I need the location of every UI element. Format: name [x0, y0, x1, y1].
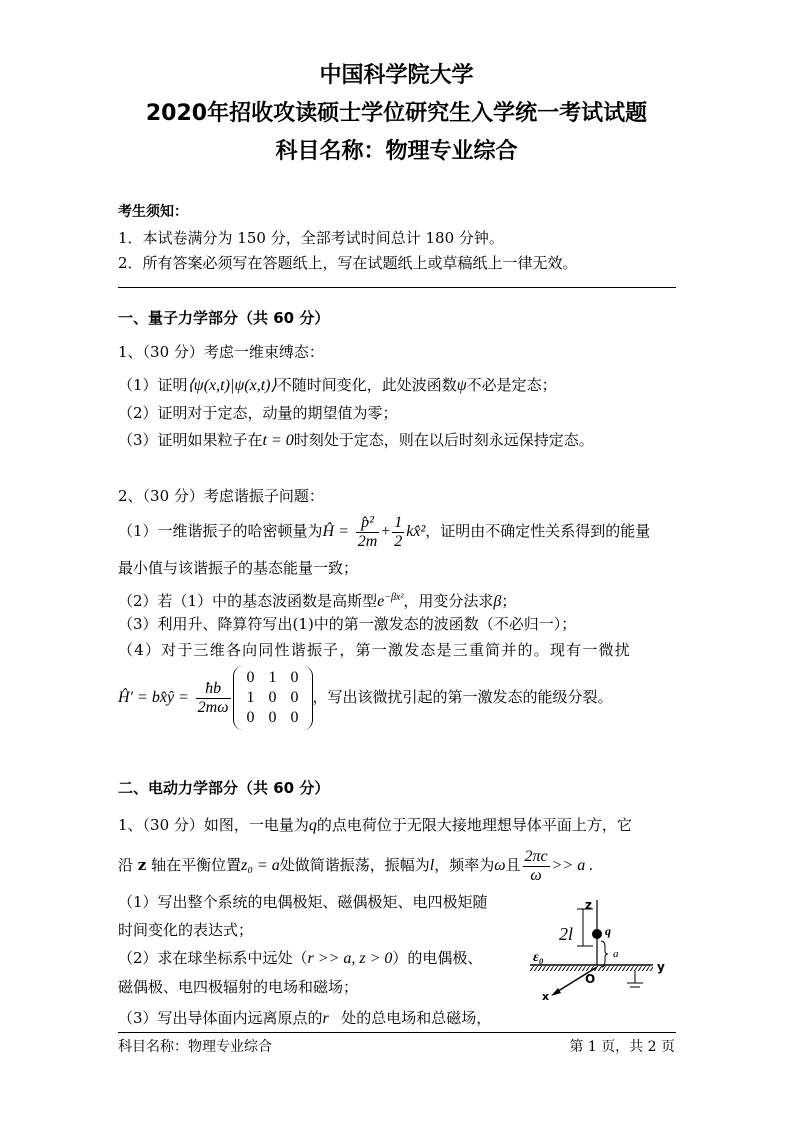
math: Ĥ′ = bx̂ŷ = [118, 689, 189, 706]
numerator: ħb [196, 680, 231, 699]
cell: 0 [290, 709, 299, 726]
footer-divider [118, 1032, 676, 1033]
math: −βx² [384, 592, 404, 603]
cell: 0 [268, 709, 277, 726]
exam-university: 中国科学院大学 [319, 63, 474, 88]
text: ，写出该微扰引起的第一激发态的能级分裂。 [312, 688, 613, 706]
section2-title: 二、电动力学部分（共 60 分） [118, 779, 330, 797]
brace [601, 941, 608, 967]
numerator: p̂² [356, 514, 380, 533]
text: （1）证明 [118, 376, 188, 394]
origin-label: O [585, 972, 596, 986]
q-label: q [605, 924, 611, 938]
fraction [523, 848, 550, 885]
cell: 0 [246, 709, 255, 726]
text: 沿 [118, 856, 134, 874]
epsilon-label: ε₀ [533, 950, 544, 965]
footer-page-number: 第 1 页，共 2 页 [569, 1039, 675, 1055]
x-label: x [542, 990, 550, 1003]
question-stem: 2、（30 分）考虑谐振子问题： [118, 487, 324, 505]
text: 处做简谐振荡，振幅为 [279, 856, 430, 874]
question-part [118, 588, 516, 612]
numerator: 2πc [524, 847, 548, 865]
question-part: 磁偶极、电四极辐射的电场和磁场； [118, 978, 359, 996]
y-label: y [657, 960, 665, 974]
denominator: 2mω [197, 698, 229, 716]
math: z [137, 856, 147, 874]
text: （3）证明如果粒子在 [118, 431, 263, 449]
question-part [118, 512, 650, 551]
point-charge [592, 929, 602, 939]
notice-item: 1．本试卷满分为 150 分，全部考试时间总计 180 分钟。 [118, 229, 504, 247]
cell: 0 [246, 669, 255, 686]
2l-label: 2l [559, 924, 574, 944]
math: + [381, 523, 391, 540]
footer-subject: 科目名称：物理专业综合 [118, 1039, 272, 1055]
fraction [392, 514, 404, 551]
math: t = 0 [262, 432, 294, 449]
text: 的点电荷位于无限大接地理想导体平面上方，它 [316, 816, 632, 834]
text: ）的电偶极、 [392, 949, 483, 967]
question-part: （1）写出整个系统的电偶极矩、磁偶极矩、电四极矩随 [118, 893, 488, 911]
z-label: z [585, 898, 592, 912]
math: β [493, 593, 502, 610]
denominator: 2 [394, 532, 403, 550]
matrix [233, 666, 313, 730]
question-stem [118, 815, 632, 836]
numerator: 1 [394, 513, 403, 531]
x-arrow-icon [551, 988, 561, 996]
cell: 0 [290, 689, 299, 706]
question-part: （3）利用升、降算符写出(1)中的第一激发态的波函数（不必归一）； [118, 615, 577, 633]
a-label: a [613, 948, 619, 960]
denominator: ω [530, 866, 542, 884]
question-stem: 1、（30 分）考虑一维束缚态： [118, 343, 324, 361]
text: 轴在平衡位置 [151, 856, 242, 874]
text: 1、（30 分）如图，一电量为 [118, 816, 309, 834]
exam-subject: 科目名称：物理专业综合 [275, 139, 518, 164]
question-part: 时间变化的表达式； [118, 921, 254, 939]
text: （1）一维谐振子的哈密顿量为 [118, 522, 323, 540]
denominator: 2m [357, 532, 378, 550]
text: （3）写出导体面内远离原点的 [118, 1009, 323, 1027]
fraction [356, 514, 380, 551]
fraction [196, 680, 231, 717]
question-part [118, 1008, 491, 1029]
text: （2）求在球坐标系中远处（ [118, 949, 308, 967]
text: 且 [505, 856, 521, 874]
notice-title: 考生须知： [118, 204, 188, 220]
notice-item: 2．所有答案必须写在答题纸上，写在试题纸上或草稿纸上一律无效。 [118, 254, 578, 272]
math: ⟨ψ(x,t)|ψ(x,t)⟩ [187, 377, 277, 394]
text: ，证明由不确定性关系得到的能量 [425, 522, 651, 540]
text: 不随时间变化，此处波函数 [276, 376, 457, 394]
charge-diagram [525, 895, 675, 1005]
math: ψ [456, 377, 467, 394]
exam-title: 2020年招收攻读硕士学位研究生入学统一考试试题 [145, 101, 648, 126]
math: q [308, 817, 317, 834]
math: ω [494, 857, 506, 874]
math: Ĥ = [322, 523, 349, 540]
cell: 1 [268, 669, 277, 686]
math: >> a . [551, 857, 594, 874]
question-part [118, 948, 482, 969]
text: ，频率为 [434, 856, 495, 874]
text: ； [501, 592, 517, 610]
divider [118, 287, 676, 288]
question-part: （4）对于三维各向同性谐振子，第一激发态是三重简并的。现有一微扰 [118, 641, 631, 659]
question-part [118, 666, 613, 730]
math: r⃗ [322, 1010, 342, 1027]
question-part: 最小值与该谐振子的基态能量一致； [118, 559, 359, 577]
cell: 1 [246, 689, 255, 706]
text: 处的总电场和总磁场， [341, 1009, 492, 1027]
math: kx̂² [406, 523, 426, 540]
cell: 0 [290, 669, 299, 686]
text: ，用变分法求 [403, 592, 494, 610]
text: 时刻处于定态，则在以后时刻永远保持定态。 [293, 431, 594, 449]
question-part [118, 846, 593, 885]
math: e [377, 593, 385, 610]
math: r >> a, z > 0 [307, 950, 393, 967]
section1-title: 一、量子力学部分（共 60 分） [118, 309, 330, 327]
math: l [429, 857, 435, 874]
text: （2）若（1）中的基态波函数是高斯型 [118, 592, 378, 610]
text: 不必是定态； [466, 376, 557, 394]
question-part: （2）证明对于定态，动量的期望值为零； [118, 404, 398, 422]
math: z₀ = a [241, 857, 280, 874]
cell: 0 [268, 689, 277, 706]
question-part [118, 375, 557, 396]
question-part [118, 430, 594, 451]
